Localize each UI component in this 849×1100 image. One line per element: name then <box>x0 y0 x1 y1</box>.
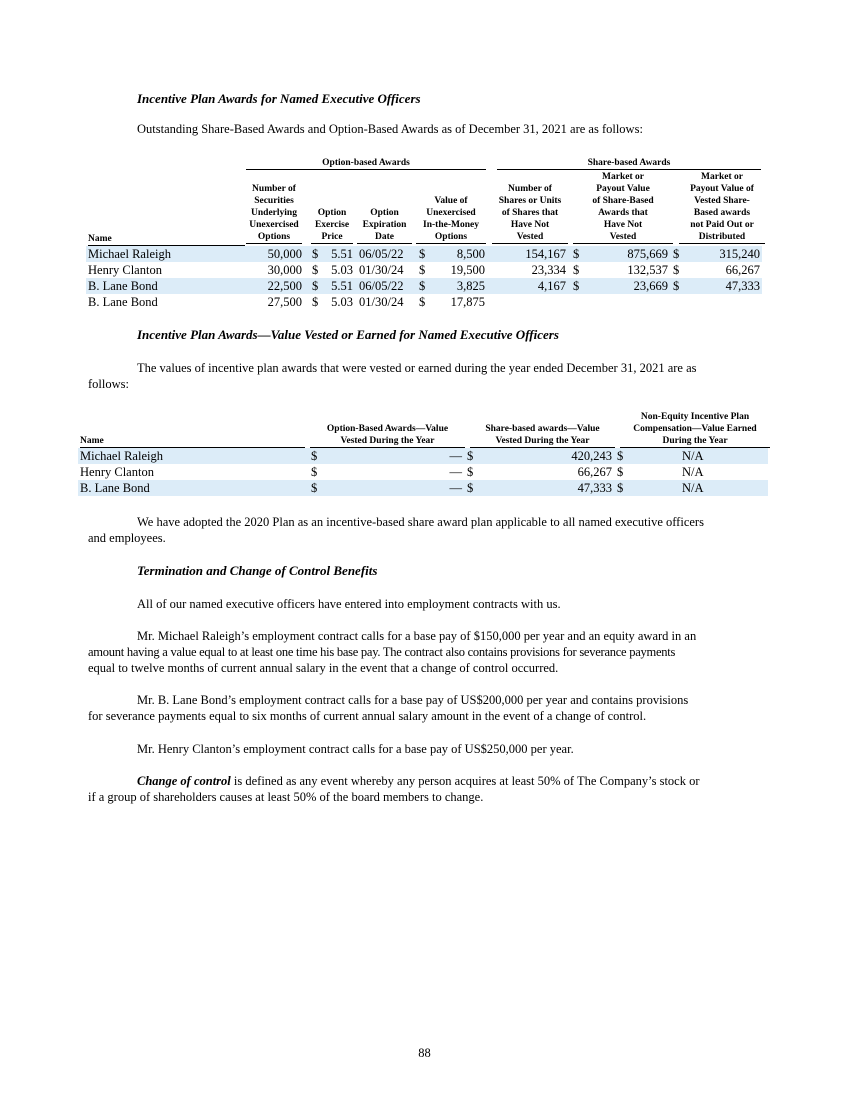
cell-currency: $ <box>617 449 624 463</box>
cell-market: 132,537 <box>627 263 668 277</box>
col-header-nonequity: Non-Equity Incentive Plan Compensation—Value Earned During the Year <box>620 411 770 448</box>
plan-paragraph: We have adopted the 2020 Plan as an incentive-based share award plan applicable to all named executive officers <box>137 515 704 529</box>
clanton-paragraph: Mr. Henry Clanton’s employment contract calls for a base pay of US$250,000 per year. <box>137 742 574 756</box>
coc-paragraph: Change of control is defined as any event whereby any person acquires at least 50% of The Company’s stock or <box>137 774 700 788</box>
cell-nonequity: N/A <box>682 449 704 463</box>
raleigh-paragraph-cont: equal to twelve months of current annual salary in the event that a change of control occurred. <box>88 661 559 675</box>
coc-paragraph-cont: if a group of shareholders causes at least 50% of the board members to change. <box>88 790 484 804</box>
cell-date: 01/30/24 <box>359 263 404 277</box>
cell-currency: $ <box>312 279 319 293</box>
cell-currency: $ <box>617 481 624 495</box>
bond-paragraph: Mr. B. Lane Bond’s employment contract calls for a base pay of US$200,000 per year and contains provisions <box>137 693 689 707</box>
cell-currency: $ <box>312 295 319 309</box>
col-header-market-vested: Market or Payout Value of Vested Share- Based awards not Paid Out or Distributed <box>679 171 765 244</box>
cell-currency: $ <box>311 449 318 463</box>
bond-paragraph-cont: for severance payments equal to six months of current annual salary amount in the event of a change of control. <box>88 709 647 723</box>
cell-currency: $ <box>467 465 474 479</box>
cell-currency: $ <box>467 449 474 463</box>
cell-name: B. Lane Bond <box>88 279 158 293</box>
group-header-share: Share-based Awards <box>587 158 671 168</box>
col-header-name: Name <box>88 233 245 246</box>
cell-options: 27,500 <box>267 295 302 309</box>
col-header-shares-unvested: Number of Shares or Units of Shares that Have Not Vested <box>492 183 568 244</box>
section-heading: Incentive Plan Awards—Value Vested or Earned for Named Executive Officers <box>137 327 559 342</box>
cell-currency: $ <box>467 481 474 495</box>
cell-currency: $ <box>312 263 319 277</box>
section-intro: Outstanding Share-Based Awards and Option-Based Awards as of December 31, 2021 are as follows: <box>137 122 643 136</box>
cell-currency: $ <box>673 279 680 293</box>
cell-currency: $ <box>573 247 580 261</box>
cell-value: 17,875 <box>450 295 485 309</box>
contracts-paragraph: All of our named executive officers have entered into employment contracts with us. <box>137 597 561 611</box>
cell-currency: $ <box>311 481 318 495</box>
cell-value: 19,500 <box>450 263 485 277</box>
cell-payout: 315,240 <box>719 247 760 261</box>
cell-name: Henry Clanton <box>88 263 162 277</box>
cell-price: 5.51 <box>331 279 353 293</box>
cell-price: 5.03 <box>331 295 353 309</box>
cell-currency: $ <box>419 295 426 309</box>
plan-paragraph-cont: and employees. <box>88 531 166 545</box>
cell-currency: $ <box>573 263 580 277</box>
cell-name: Michael Raleigh <box>80 449 163 463</box>
cell-currency: $ <box>311 465 318 479</box>
cell-nonequity: N/A <box>682 465 704 479</box>
group-header-option: Option-based Awards <box>322 158 410 168</box>
raleigh-paragraph: Mr. Michael Raleigh’s employment contract calls for a base pay of $150,000 per year and an equity award in an <box>137 629 697 643</box>
group-rule <box>497 169 761 170</box>
cell-price: 5.03 <box>331 263 353 277</box>
cell-shares: 4,167 <box>537 279 566 293</box>
cell-options: 22,500 <box>267 279 302 293</box>
coc-term: Change of control <box>137 774 231 788</box>
cell-currency: $ <box>617 465 624 479</box>
cell-payout: 66,267 <box>725 263 760 277</box>
cell-value: 3,825 <box>456 279 485 293</box>
section-intro-cont: follows: <box>88 377 129 391</box>
col-header-name: Name <box>80 435 305 448</box>
cell-share-value: 420,243 <box>571 449 612 463</box>
cell-payout: 47,333 <box>725 279 760 293</box>
group-rule <box>246 169 486 170</box>
cell-options: 30,000 <box>267 263 302 277</box>
cell-currency: $ <box>419 279 426 293</box>
cell-nonequity: N/A <box>682 481 704 495</box>
col-header-market-unvested: Market or Payout Value of Share-Based Awards that Have Not Vested <box>573 171 673 244</box>
col-header-expiration: Option Expiration Date <box>357 207 412 244</box>
cell-name: B. Lane Bond <box>80 481 150 495</box>
cell-option-value: — <box>449 465 462 479</box>
cell-currency: $ <box>673 263 680 277</box>
cell-currency: $ <box>673 247 680 261</box>
cell-options: 50,000 <box>267 247 302 261</box>
cell-date: 01/30/24 <box>359 295 404 309</box>
cell-name: Michael Raleigh <box>88 247 171 261</box>
page-number: 88 <box>418 1046 431 1060</box>
cell-shares: 154,167 <box>525 247 566 261</box>
cell-date: 06/05/22 <box>359 279 404 293</box>
cell-market: 875,669 <box>627 247 668 261</box>
cell-option-value: — <box>449 449 462 463</box>
cell-date: 06/05/22 <box>359 247 404 261</box>
cell-currency: $ <box>419 263 426 277</box>
cell-share-value: 47,333 <box>577 481 612 495</box>
cell-share-value: 66,267 <box>577 465 612 479</box>
col-header-value-unexercised: Value of Unexercised In-the-Money Options <box>416 195 486 244</box>
cell-market: 23,669 <box>633 279 668 293</box>
section-heading: Termination and Change of Control Benefits <box>137 563 378 578</box>
cell-option-value: — <box>449 481 462 495</box>
cell-value: 8,500 <box>456 247 485 261</box>
cell-currency: $ <box>312 247 319 261</box>
col-header-options: Number of Securities Underlying Unexercised Options <box>246 183 302 244</box>
col-header-exercise-price: Option Exercise Price <box>311 207 353 244</box>
cell-name: B. Lane Bond <box>88 295 158 309</box>
cell-shares: 23,334 <box>531 263 566 277</box>
cell-currency: $ <box>419 247 426 261</box>
section-intro: The values of incentive plan awards that were vested or earned during the year ended December 31, 2021 are as <box>137 361 697 375</box>
raleigh-paragraph-cont: amount having a value equal to at least one time his base pay. The contract also contains provisions for severance payments <box>88 645 676 659</box>
cell-currency: $ <box>573 279 580 293</box>
cell-name: Henry Clanton <box>80 465 154 479</box>
col-header-share-vested: Share-based awards—Value Vested During the Year <box>470 423 615 448</box>
section-heading: Incentive Plan Awards for Named Executive Officers <box>137 91 421 106</box>
cell-price: 5.51 <box>331 247 353 261</box>
col-header-option-vested: Option-Based Awards—Value Vested During the Year <box>310 423 465 448</box>
